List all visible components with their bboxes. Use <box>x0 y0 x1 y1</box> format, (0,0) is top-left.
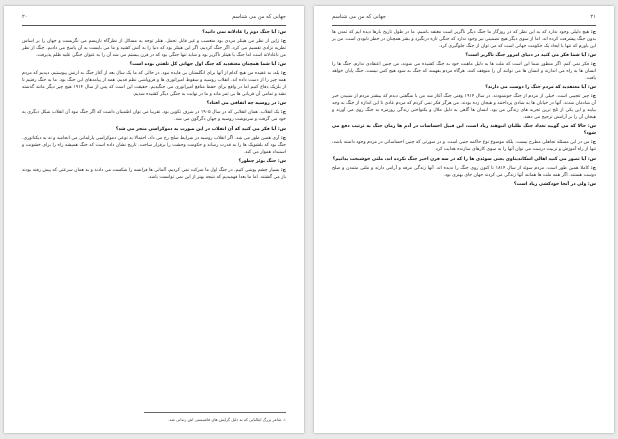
left-running-title: جهانی که من می شناسم <box>232 14 286 20</box>
paragraph-text: آیا معتقدید که مردم جنگ را دوست می دارند؟ <box>485 85 587 91</box>
speaker-label: ج: <box>280 39 286 45</box>
paragraph-text: آری همین طور می شد. اگر انقلاب روسیه در شرایط صلح رخ می داد، احتمالا به نوعی دموکراسی پارلمانی می انجامید و نه به دیکتاتوری. جنگ بود که بلشویک ها را به قدرت رساند و حکومت وحشت را برقرار ساخت. تاریخ نشان داده است که جنگ همیشه راه را برای خشونت و استبداد هموار می کند. <box>22 135 286 155</box>
question-paragraph <box>22 30 286 37</box>
speaker-label: ج: <box>280 167 286 173</box>
paragraph-text: چیز عجیبی است. خیلی از مردم از جنگ خوشنودند. در سال ۱۹۱۴ وقتی جنگ آغاز شد من با شگفتی دیدم که بیشتر مردم از شنیدن خبر آن شادمان شدند. آنها در خیابان ها به شادی پرداختند و هیجان زده بودند. من هرگز فکر نمی کردم که مردم عادی تا این اندازه از جنگ به وجد بیایند و این یکی از تلخ ترین تجربه های زندگی من بود. انسان ها گاهی به دلیل ملال و یکنواختی زندگی روزمره به جنگ روی می آورند و هیجان آن را بر آرامش ترجیح می دهند. <box>332 94 596 121</box>
speaker-label: س: <box>587 181 596 187</box>
speaker-label: ج: <box>590 30 596 35</box>
answer-paragraph <box>332 62 596 83</box>
speaker-label: س: <box>277 126 286 132</box>
paragraph-text: کاملا همین طور است. مردم سوئد از سال ۱۸۱۴ تا کنون روی جنگ را ندیده اند. آنها زندگی مرفه و آرامی دارند و ملتی متمدن و صلح دوست هستند. اگر همه ملت ها همانند آنها زندگی می کردند جهان جای بهتری بود. <box>332 165 596 178</box>
paragraph-text: جنگ بوئر چطور؟ <box>238 158 277 164</box>
paragraph-text: بسیار چشم پوشی کنیم. در جنگ اول ما شرکت نمی کردیم، آلمانی ها فرانسه را شکست می دادند و به همان سرعتی که پیش رفته بودند باز می گشتند. اما ما بعدا فهمیدیم که نتیجه بهتر از این نمی توانست باشد. <box>22 167 286 180</box>
speaker-label: ج: <box>590 140 596 146</box>
speaker-label: ج: <box>590 94 596 100</box>
speaker-label: س: <box>277 30 286 35</box>
answer-paragraph <box>22 39 286 60</box>
speaker-label: س: <box>277 101 286 107</box>
paragraph-text: آیا جنگ دوم را عادلانه نمی دانید؟ <box>202 30 277 35</box>
right-running-title: جهانی که من می شناسم <box>332 14 386 20</box>
question-paragraph <box>332 53 596 60</box>
answer-paragraph <box>332 30 596 51</box>
right-page <box>314 6 614 433</box>
question-paragraph <box>22 62 286 69</box>
left-page <box>4 6 304 433</box>
question-paragraph <box>332 182 596 189</box>
right-page-header <box>332 14 596 24</box>
question-paragraph <box>22 127 286 134</box>
paragraph-text: آیا فکر می کنید که آن انقلاب در این صورت به دموکراسی منجر می شد؟ <box>115 126 277 132</box>
left-page-header <box>22 14 286 24</box>
answer-paragraph <box>332 166 596 180</box>
paragraph-text: آیا شما فکر می کنید در دنیای امروز جنگ ناگزیر است؟ <box>465 53 587 59</box>
paragraph-text: ژاپن از نظر من هیتلر مردی بود متعصب و غیر قابل تحمل. هتلر توجه به مسائل از نظرگاه نازیسم می نگریست و جهان را بر اساس نظریه نژادی تقسیم می کرد. اگر جنگ کردیم، اگر این هیتلر بود که دنیا را به آتش کشید و ما می بایست به آن پاسخ می دادیم. جنگ از نظر من ناعادلانه است اما جنگ با هیتلر ناگزیر بود و شاید تنها جنگی بود که در قرن بیستم می شد آن را به عنوان جنگی علیه ظلم پذیرفت. <box>22 39 286 59</box>
speaker-label: ج: <box>280 71 286 77</box>
speaker-label: س: <box>587 85 596 91</box>
paragraph-text: آیا تصور می کنید اهالی اسکاندیناوی یعنی سوئدی ها را که در سه قرن اخیر جنگ نکرده اند، ملتی خوشبخت بدانیم؟ <box>332 156 587 162</box>
question-paragraph <box>22 101 286 108</box>
left-page-body <box>22 30 286 419</box>
left-page-number: ۲۰ <box>22 14 28 20</box>
left-footnote: ۱. شاعر بزرگ ایتالیایی که به دلیل گرایش های فاشیستی اش زندانی شد. <box>168 417 286 422</box>
speaker-label: س: <box>277 62 286 68</box>
paragraph-text: بله، به عقیده من هیچ کدام از آنها برای انگلستان بی فایده نبود. در حالی که ما یک سال بعد از آغاز جنگ به ارتش پیوستیم، دیدیم که مردم همه چیز را از دست داده اند. انقلاب روسیه و سقوط امپراتوری ها و فروپاشی نظم قدیم، همه از پیامدهای این جنگ بود. ما به جنگ رفتیم تا از بلژیک دفاع کنیم اما در واقع برای حفظ منافع امپراتوری می جنگیدیم. حقیقت این است که پس از سال ۱۹۱۴ هیچ چیز دیگر مانند گذشته نشد و تمامی آن قربانی ها بی ثمر ماند و ما در نهایت به جنگی دیگر کشیده شدیم. <box>22 71 286 98</box>
paragraph-text: فکر نمی کنم. اگر منظور شما این است که ملت ها به دلیل ماهیت خود به جنگ کشیده می شوند، من چنین اعتقادی ندارم. جنگ ها را انسان ها به راه می اندازند و انسان ها می توانند آن را متوقف کنند. هرگاه مردم بفهمند که جنگ به سود هیچ کس نیست، جنگ پایان خواهد یافت. <box>332 62 596 82</box>
speaker-label: ج: <box>590 62 596 68</box>
left-header-rule <box>22 25 286 26</box>
speaker-label: س: <box>587 156 596 162</box>
paragraph-text: من در این مسئله تجاهلی مطرح نیست. بلکه موضوع نوع حاکمه جنبی است. و در صورتی که چنین احساساتی در مردم وجود داشته باشد، تنها از راه آموزش و تربیت درست می توان آنها را به سوی کارهای سازنده هدایت کرد. <box>332 140 596 153</box>
footnote-rule <box>144 412 286 413</box>
paragraph-text: ولی در آنجا خودکشی زیاد است؟ <box>513 181 587 187</box>
answer-paragraph <box>22 71 286 99</box>
paragraph-text: هیچ دلیلی وجود ندارد که به این نظر که در روزگار ما جنگ دیگر ناگزیر است معتقد باشیم. ما در طول تاریخ بارها دیده ایم که تمدن ها بدون جنگ پیشرفت کرده اند. اما از سوی دیگر هیچ تضمینی نیز وجود ندارد که جنگی تازه درنگیرد و بشر همچنان در خطر نابودی است. من بر این باورم که تنها با ایجاد یک حکومت جهانی است که می توان از جنگ جلوگیری کرد. <box>332 30 596 49</box>
paragraph-text: در روسیه چه اتفاقی می افتاد؟ <box>206 101 277 107</box>
speaker-label: س: <box>587 53 596 59</box>
answer-paragraph <box>332 94 596 122</box>
speaker-label: ج: <box>590 165 596 171</box>
paragraph-text: آیا شما همچنان معتقدید که جنگ اول جهانی کل تلفتی بوده است؟ <box>129 62 277 68</box>
question-paragraph <box>332 124 596 138</box>
speaker-label: ج: <box>280 135 286 141</box>
paragraph-text: یک انقلاب. همان انقلابی که در سال ۱۹۰۵ در شرف تکوین بود. تقریبا می توان اطمینان داشت که اگر جنگ نبود آن انقلاب شکل دیگری به خود می گرفت و سرنوشت روسیه و جهان دگرگون می شد. <box>22 110 286 123</box>
answer-paragraph <box>22 110 286 124</box>
answer-paragraph <box>332 140 596 154</box>
answer-paragraph <box>22 136 286 157</box>
question-paragraph <box>22 159 286 166</box>
speaker-label: س: <box>587 124 596 130</box>
right-header-rule <box>332 25 596 26</box>
speaker-label: ج: <box>280 110 286 116</box>
question-paragraph <box>332 157 596 164</box>
answer-paragraph <box>22 168 286 182</box>
question-paragraph <box>332 85 596 92</box>
speaker-label: س: <box>277 158 286 164</box>
right-page-body <box>332 30 596 419</box>
paragraph-text: حالا که می گویید تعداد جنگ طلبان انبوهند زیاد است، این قبیل احساسات در آدم ها زمان جنگ به ترتیب دفع می شود؟ <box>332 124 596 137</box>
right-page-number: ۲۱ <box>590 14 596 20</box>
